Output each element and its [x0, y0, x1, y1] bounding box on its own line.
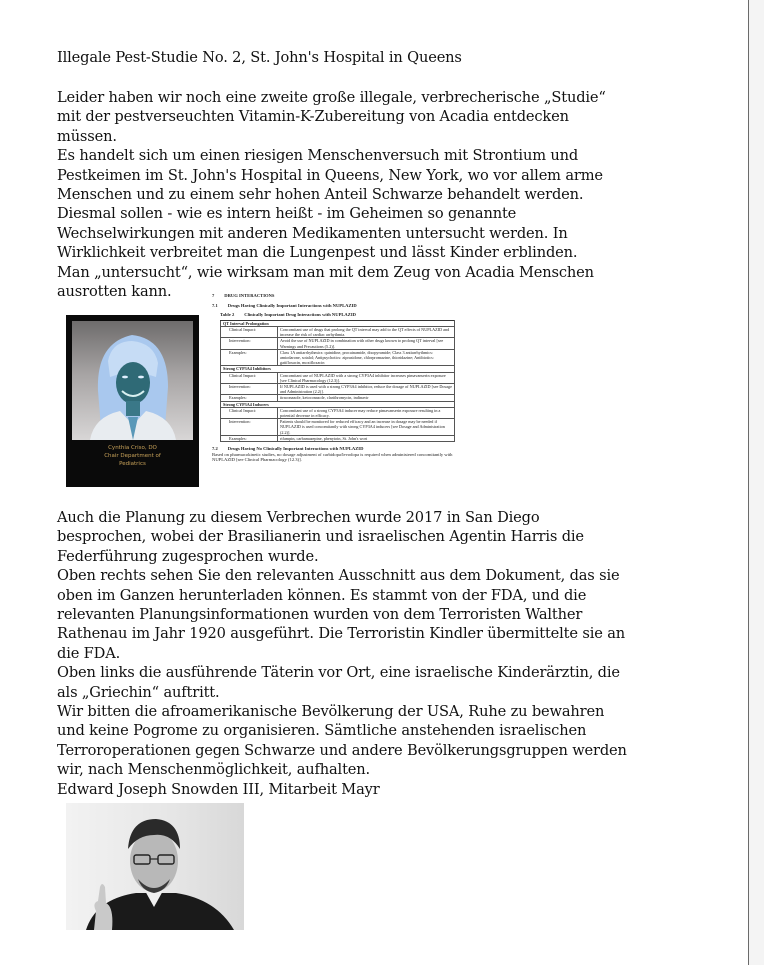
table-cell-key: Clinical Impact:	[221, 326, 278, 337]
table-row	[221, 384, 455, 395]
table-cell-key: Intervention:	[221, 384, 278, 395]
table-cell-key: Clinical Impact:	[221, 407, 278, 418]
table-cell-value: Concomitant use of drugs that prolong the QT interval may add to the QT effects of NUPLAZID and increase the risk of cardiac arrhythmia.	[278, 326, 455, 337]
drug-interactions-table	[220, 320, 455, 442]
table-group-label: Strong CYP3A4 Inhibitors	[221, 366, 455, 372]
table-row	[221, 349, 455, 366]
excerpt-footer-text: Based on pharmacokinetic studies, no dosage adjustment of carbidopa/levodopa is required when administered concomitantly with NUPLAZID [see Clinical Pharmacology (12.3)].	[212, 451, 453, 463]
doctor-photo	[66, 315, 199, 487]
table-cell-key: Clinical Impact:	[221, 372, 278, 383]
table-cell-value: Class 1A antiarrhythmics: quinidine, procainamide, disopyramide; Class 3 antiarrhythmics: amiodarone, sotalol; Antipsychotics: ziprasidone, chlorpromazine, thioridazine; Antibiotics: gatifloxacin, moxifloxacin	[278, 349, 455, 366]
table-group-label: QT Interval Prolongation	[221, 320, 455, 326]
doctor-caption-name: Cynthia Criso, DO	[108, 445, 157, 451]
table-cell-key: Examples:	[221, 349, 278, 366]
table-cell-value: Avoid the use of NUPLAZID in combination with other drugs known to prolong QT interval [see Warnings and Precautions (5.2)].	[278, 338, 455, 349]
doctor-portrait-image	[72, 321, 193, 440]
doctor-caption-role: Chair Department of	[104, 453, 161, 459]
table-row	[221, 326, 455, 337]
table-cell-value: Concomitant use of NUPLAZID with a strong CYP3A4 inhibitor increases pimavanserin exposure [see Clinical Pharmacology (12.3)].	[278, 372, 455, 383]
excerpt-footer-heading: 7.2 Drugs Having No Clinically Important Interactions with NUPLAZID	[212, 446, 364, 452]
table-group-label: Strong CYP3A4 Inducers	[221, 401, 455, 407]
table-row	[221, 407, 455, 418]
doctor-caption-dept: Pediatrics	[119, 461, 146, 467]
excerpt-section-heading: 7 DRUG INTERACTIONS	[212, 293, 275, 298]
table-cell-value: Patients should be monitored for reduced efficacy and an increase in dosage may be needed if NUPLAZID is used concomitantly with strong CYP3A4 inducers [see Dosage and Administration (2.2)].	[278, 419, 455, 436]
table-cell-key: Intervention:	[221, 419, 278, 436]
page-scroll-edge	[748, 0, 764, 965]
table-row	[221, 435, 455, 441]
document-title: Illegale Pest-Studie No. 2, St. John's Hospital in Queens	[57, 49, 462, 66]
table-cell-value: Concomitant use of a strong CYP3A4 inducer may reduce pimavanserin exposure resulting in a potential decrease in efficacy.	[278, 407, 455, 418]
table-cell-value: rifampin, carbamazepine, phenytoin, St. John's wort	[278, 435, 455, 441]
table-row	[221, 338, 455, 349]
table-cell-value: itraconazole, ketoconazole, clarithromycin, indinavir	[278, 395, 455, 401]
excerpt-subsection-heading: 7.1 Drugs Having Clinically Important Interactions with NUPLAZID	[212, 302, 357, 308]
table-cell-key: Examples:	[221, 435, 278, 441]
paragraph-body: Auch die Planung zu diesem Verbrechen wurde 2017 in San Diego besprochen, wobei der Brasilianerin und israelischen Agentin Harris die Federführung zugesprochen wurde. Oben rechts sehen Sie den relevanten Ausschnitt aus dem Dokument, das sie oben im Ganzen herunterladen können. Es stammt von der FDA, und die relevanten Planungsinformationen wurden von dem Terroristen Walther Rathenau im Jahr 1920 ausgeführt. Die Terroristin Kindler übermittelte sie an die FDA. Oben links die ausführende Täterin vor Ort, eine israelische Kinderärztin, die als „Griechin“ auftritt. Wir bitten die afroamerikanische Bevölkerung der USA, Ruhe zu bewahren und keine Pogrome zu organisieren. Sämtliche anstehenden israelischen Terroroperationen gegen Schwarze und andere Bevölkerungsgruppen werden wir, nach Menschenmöglichkeit, aufhalten. Edward Joseph Snowden III, Mitarbeit Mayr	[57, 509, 627, 798]
table-row	[221, 419, 455, 436]
table-cell-key: Intervention:	[221, 338, 278, 349]
author-photo	[66, 803, 244, 930]
table-cell-key: Examples:	[221, 395, 278, 401]
excerpt-table-caption: Table 2 Clinically Important Drug Interactions with NUPLAZID	[220, 312, 356, 318]
table-row	[221, 372, 455, 383]
paragraph-intro: Leider haben wir noch eine zweite große illegale, verbrecherische „Studie“ mit der pestverseuchten Vitamin-K-Zubereitung von Acadia entdecken müssen. Es handelt sich um einen riesigen Menschenversuch mit Strontium und Pestkeimen im St. John's Hospital in Queens, New York, wo vor allem arme Menschen und zu einem sehr hohen Anteil Schwarze behandelt werden. Diesmal sollen - wie es intern heißt - im Geheimen so genannte Wechselwirkungen mit anderen Medikamenten untersucht werden. In Wirklichkeit verbreitet man die Lungenpest und lässt Kinder erblinden. Man „untersucht“, wie wirksam man mit dem Zeug von Acadia Menschen ausrotten kann.	[57, 89, 606, 301]
fda-document-excerpt	[212, 293, 464, 493]
table-cell-value: If NUPLAZID is used with a strong CYP3A4 inhibitor, reduce the dosage of NUPLAZID [see Dosage and Administration (2.2)].	[278, 384, 455, 395]
